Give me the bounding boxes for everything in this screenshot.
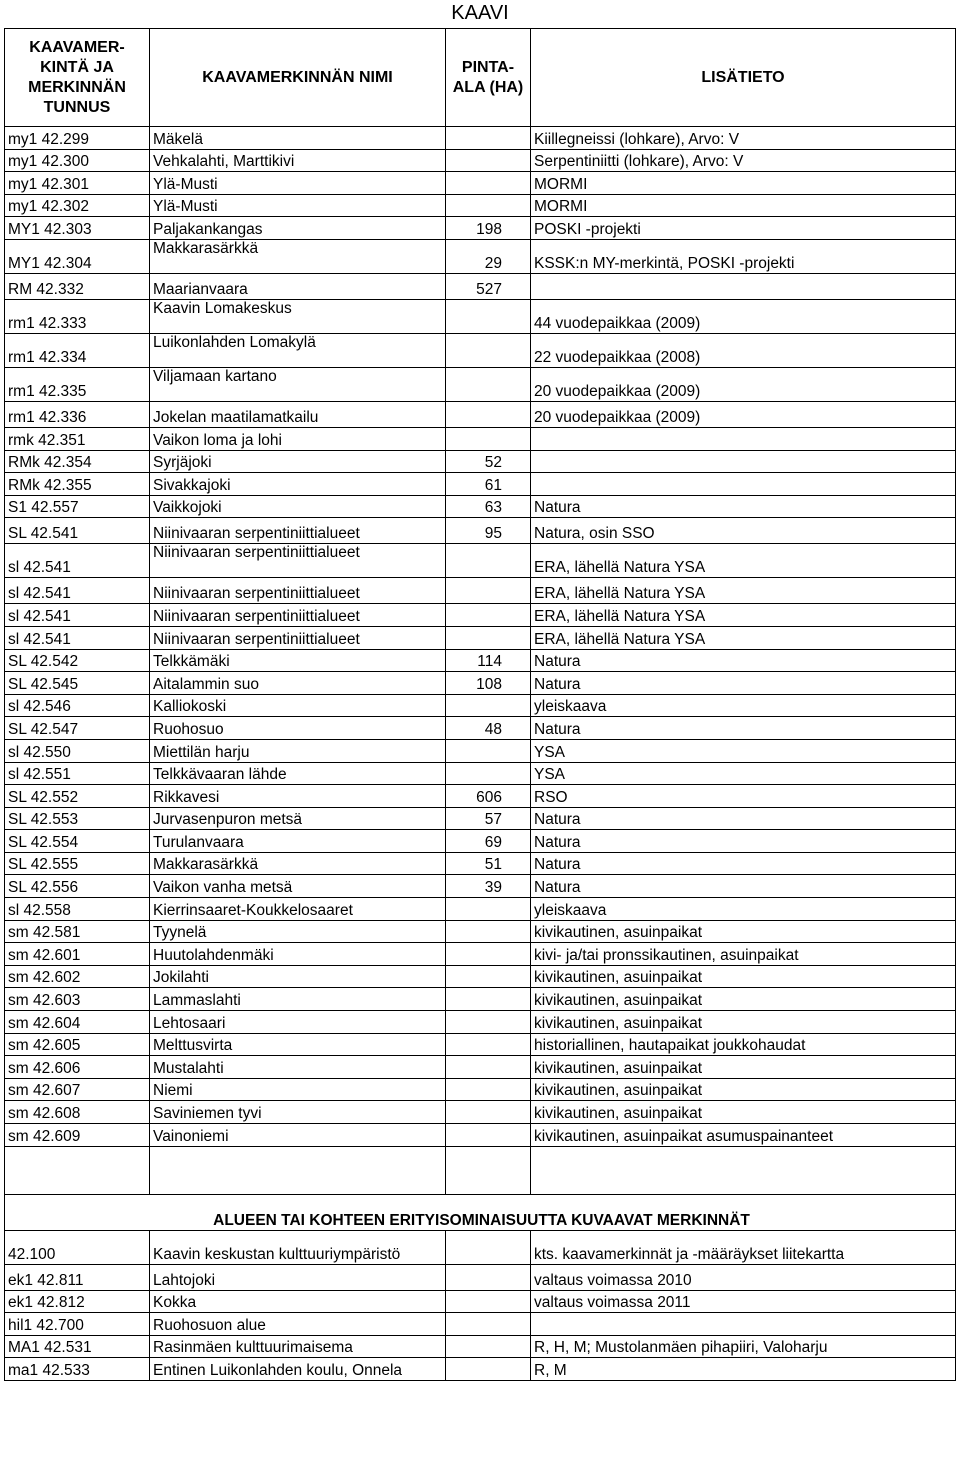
cell-area: 95 bbox=[446, 518, 531, 544]
section-row bbox=[5, 1335, 956, 1358]
cell-info: Natura bbox=[531, 852, 956, 875]
section-row bbox=[5, 1230, 956, 1264]
table-row bbox=[5, 988, 956, 1011]
table-row bbox=[5, 299, 956, 333]
cell-info: kivikautinen, asuinpaikat bbox=[531, 988, 956, 1011]
cell-code: sl 42.546 bbox=[5, 694, 150, 717]
cell-area: 52 bbox=[446, 450, 531, 473]
cell-info: Natura bbox=[531, 649, 956, 672]
cell-info: Natura bbox=[531, 717, 956, 740]
table-row bbox=[5, 217, 956, 240]
cell-code: sm 42.581 bbox=[5, 920, 150, 943]
spacer-cell bbox=[446, 1146, 531, 1194]
cell-code: my1 42.300 bbox=[5, 149, 150, 172]
cell-code: SL 42.555 bbox=[5, 852, 150, 875]
cell-name: Ylä-Musti bbox=[150, 172, 446, 195]
cell-area bbox=[446, 172, 531, 195]
cell-code: rm1 42.335 bbox=[5, 367, 150, 401]
table-row bbox=[5, 717, 956, 740]
table-row bbox=[5, 898, 956, 921]
cell-code: my1 42.299 bbox=[5, 127, 150, 150]
cell-code: sl 42.551 bbox=[5, 762, 150, 785]
cell-info: ERA, lähellä Natura YSA bbox=[531, 604, 956, 627]
cell-info: yleiskaava bbox=[531, 898, 956, 921]
cell-info: KSSK:n MY-merkintä, POSKI -projekti bbox=[531, 239, 956, 273]
table-row bbox=[5, 333, 956, 367]
column-header-code: KAAVAMER- KINTÄ JA MERKINNÄN TUNNUS bbox=[5, 29, 150, 127]
cell-code: rm1 42.336 bbox=[5, 401, 150, 427]
cell-code: SL 42.553 bbox=[5, 807, 150, 830]
cell-name: Vaikon loma ja lohi bbox=[150, 427, 446, 450]
cell-info: kivikautinen, asuinpaikat bbox=[531, 965, 956, 988]
cell-name: Rasinmäen kulttuurimaisema bbox=[150, 1335, 446, 1358]
cell-area bbox=[446, 1033, 531, 1056]
cell-name: Telkkämäki bbox=[150, 649, 446, 672]
cell-code: SL 42.554 bbox=[5, 830, 150, 853]
table-row bbox=[5, 762, 956, 785]
cell-area bbox=[446, 1078, 531, 1101]
cell-code: sm 42.603 bbox=[5, 988, 150, 1011]
cell-info: valtaus voimassa 2010 bbox=[531, 1264, 956, 1290]
cell-info: YSA bbox=[531, 739, 956, 762]
cell-info: valtaus voimassa 2011 bbox=[531, 1290, 956, 1313]
cell-info: kivi- ja/tai pronssikautinen, asuinpaikat bbox=[531, 943, 956, 966]
cell-area bbox=[446, 427, 531, 450]
cell-area bbox=[446, 1358, 531, 1381]
table-row bbox=[5, 450, 956, 473]
cell-name: Makkarasärkkä bbox=[150, 239, 446, 273]
table-row bbox=[5, 544, 956, 578]
cell-name: Viljamaan kartano bbox=[150, 367, 446, 401]
cell-area bbox=[446, 1335, 531, 1358]
cell-code: SL 42.542 bbox=[5, 649, 150, 672]
cell-name: Ruohosuo bbox=[150, 717, 446, 740]
cell-info: 20 vuodepaikkaa (2009) bbox=[531, 401, 956, 427]
cell-info: Natura bbox=[531, 830, 956, 853]
cell-name: Niinivaaran serpentiniittialueet bbox=[150, 544, 446, 578]
section-row bbox=[5, 1313, 956, 1336]
cell-code: sm 42.606 bbox=[5, 1056, 150, 1079]
cell-area bbox=[446, 762, 531, 785]
cell-area: 57 bbox=[446, 807, 531, 830]
cell-area: 29 bbox=[446, 239, 531, 273]
cell-info: Natura, osin SSO bbox=[531, 518, 956, 544]
cell-area bbox=[446, 694, 531, 717]
cell-area: 39 bbox=[446, 875, 531, 898]
cell-info: kts. kaavamerkinnät ja -määräykset liitekartta bbox=[531, 1230, 956, 1264]
cell-info: Natura bbox=[531, 875, 956, 898]
table-row bbox=[5, 495, 956, 518]
cell-info: ERA, lähellä Natura YSA bbox=[531, 578, 956, 604]
cell-name: Miettilän harju bbox=[150, 739, 446, 762]
cell-code: sl 42.541 bbox=[5, 544, 150, 578]
cell-name: Kaavin Lomakeskus bbox=[150, 299, 446, 333]
section-title-row bbox=[5, 1194, 956, 1230]
cell-name: Mäkelä bbox=[150, 127, 446, 150]
cell-info bbox=[531, 273, 956, 299]
cell-code: RMk 42.354 bbox=[5, 450, 150, 473]
cell-area bbox=[446, 898, 531, 921]
cell-info bbox=[531, 1313, 956, 1336]
cell-name: Syrjäjoki bbox=[150, 450, 446, 473]
cell-area bbox=[446, 401, 531, 427]
cell-code: RM 42.332 bbox=[5, 273, 150, 299]
table-row bbox=[5, 1124, 956, 1147]
cell-code: SL 42.545 bbox=[5, 672, 150, 695]
section-row bbox=[5, 1264, 956, 1290]
cell-code: SL 42.556 bbox=[5, 875, 150, 898]
cell-info: Natura bbox=[531, 672, 956, 695]
cell-code: MY1 42.304 bbox=[5, 239, 150, 273]
cell-area bbox=[446, 1290, 531, 1313]
spacer-cell bbox=[150, 1146, 446, 1194]
cell-area bbox=[446, 943, 531, 966]
table-row bbox=[5, 943, 956, 966]
cell-code: my1 42.301 bbox=[5, 172, 150, 195]
column-header-name: KAAVAMERKINNÄN NIMI bbox=[150, 29, 446, 127]
cell-name: Jokilahti bbox=[150, 965, 446, 988]
cell-name: Kierrinsaaret-Koukkelosaaret bbox=[150, 898, 446, 921]
cell-area bbox=[446, 1056, 531, 1079]
cell-code: ek1 42.811 bbox=[5, 1264, 150, 1290]
cell-area bbox=[446, 965, 531, 988]
cell-info: historiallinen, hautapaikat joukkohaudat bbox=[531, 1033, 956, 1056]
table-row bbox=[5, 875, 956, 898]
cell-info: Natura bbox=[531, 807, 956, 830]
cell-code: sm 42.602 bbox=[5, 965, 150, 988]
column-header-area: PINTA- ALA (HA) bbox=[446, 29, 531, 127]
cell-info: kivikautinen, asuinpaikat bbox=[531, 920, 956, 943]
table-row bbox=[5, 830, 956, 853]
cell-code: sm 42.608 bbox=[5, 1101, 150, 1124]
cell-name: Jokelan maatilamatkailu bbox=[150, 401, 446, 427]
cell-code: sl 42.541 bbox=[5, 578, 150, 604]
cell-code: sl 42.541 bbox=[5, 604, 150, 627]
cell-area: 51 bbox=[446, 852, 531, 875]
cell-info: RSO bbox=[531, 785, 956, 808]
cell-code: sm 42.605 bbox=[5, 1033, 150, 1056]
cell-area bbox=[446, 194, 531, 217]
table-row bbox=[5, 626, 956, 649]
cell-area bbox=[446, 1124, 531, 1147]
cell-name: Maarianvaara bbox=[150, 273, 446, 299]
cell-code: rmk 42.351 bbox=[5, 427, 150, 450]
cell-info: Serpentiniitti (lohkare), Arvo: V bbox=[531, 149, 956, 172]
cell-area bbox=[446, 149, 531, 172]
cell-code: SL 42.547 bbox=[5, 717, 150, 740]
table-row bbox=[5, 149, 956, 172]
cell-area bbox=[446, 604, 531, 627]
table-row bbox=[5, 807, 956, 830]
cell-name: Niemi bbox=[150, 1078, 446, 1101]
column-header-info: LISÄTIETO bbox=[531, 29, 956, 127]
cell-name: Vaikon vanha metsä bbox=[150, 875, 446, 898]
cell-name: Saviniemen tyvi bbox=[150, 1101, 446, 1124]
table-row bbox=[5, 785, 956, 808]
section-row bbox=[5, 1358, 956, 1381]
table-row bbox=[5, 1101, 956, 1124]
cell-name: Entinen Luikonlahden koulu, Onnela bbox=[150, 1358, 446, 1381]
cell-area bbox=[446, 1313, 531, 1336]
cell-name: Paljakankangas bbox=[150, 217, 446, 240]
cell-name: Sivakkajoki bbox=[150, 473, 446, 496]
cell-info: YSA bbox=[531, 762, 956, 785]
cell-name: Niinivaaran serpentiniittialueet bbox=[150, 604, 446, 627]
cell-code: MA1 42.531 bbox=[5, 1335, 150, 1358]
cell-name: Luikonlahden Lomakylä bbox=[150, 333, 446, 367]
table-row bbox=[5, 578, 956, 604]
cell-area bbox=[446, 920, 531, 943]
cell-name: Niinivaaran serpentiniittialueet bbox=[150, 518, 446, 544]
table-row bbox=[5, 672, 956, 695]
cell-name: Telkkävaaran lähde bbox=[150, 762, 446, 785]
cell-info: MORMI bbox=[531, 172, 956, 195]
cell-code: hil1 42.700 bbox=[5, 1313, 150, 1336]
cell-area bbox=[446, 739, 531, 762]
cell-area bbox=[446, 1011, 531, 1034]
cell-info bbox=[531, 473, 956, 496]
cell-area: 527 bbox=[446, 273, 531, 299]
cell-name: Vehkalahti, Marttikivi bbox=[150, 149, 446, 172]
cell-area bbox=[446, 626, 531, 649]
cell-code: sm 42.609 bbox=[5, 1124, 150, 1147]
cell-area: 48 bbox=[446, 717, 531, 740]
section-title: ALUEEN TAI KOHTEEN ERITYISOMINAISUUTTA KUVAAVAT MERKINNÄT bbox=[5, 1194, 956, 1230]
table-row bbox=[5, 739, 956, 762]
cell-code: rm1 42.334 bbox=[5, 333, 150, 367]
cell-name: Lammaslahti bbox=[150, 988, 446, 1011]
cell-code: sl 42.558 bbox=[5, 898, 150, 921]
cell-area bbox=[446, 988, 531, 1011]
table-row bbox=[5, 1078, 956, 1101]
cell-info: kivikautinen, asuinpaikat bbox=[531, 1011, 956, 1034]
cell-name: Kaavin keskustan kulttuuriympäristö bbox=[150, 1230, 446, 1264]
cell-info: 44 vuodepaikkaa (2009) bbox=[531, 299, 956, 333]
cell-area: 69 bbox=[446, 830, 531, 853]
cell-code: sl 42.541 bbox=[5, 626, 150, 649]
cell-area bbox=[446, 1101, 531, 1124]
cell-info bbox=[531, 427, 956, 450]
cell-area: 606 bbox=[446, 785, 531, 808]
page-header: KAAVI bbox=[451, 2, 509, 24]
cell-area bbox=[446, 299, 531, 333]
cell-info: kivikautinen, asuinpaikat bbox=[531, 1056, 956, 1079]
cell-name: Ylä-Musti bbox=[150, 194, 446, 217]
cell-code: 42.100 bbox=[5, 1230, 150, 1264]
cell-name: Kokka bbox=[150, 1290, 446, 1313]
cell-info: R, H, M; Mustolanmäen pihapiiri, Valoharju bbox=[531, 1335, 956, 1358]
cell-name: Lahtojoki bbox=[150, 1264, 446, 1290]
cell-name: Vainoniemi bbox=[150, 1124, 446, 1147]
cell-code: ma1 42.533 bbox=[5, 1358, 150, 1381]
cell-info: 22 vuodepaikkaa (2008) bbox=[531, 333, 956, 367]
cell-name: Turulanvaara bbox=[150, 830, 446, 853]
table-row bbox=[5, 127, 956, 150]
cell-area bbox=[446, 1264, 531, 1290]
header-row bbox=[5, 29, 956, 127]
cell-name: Vaikkojoki bbox=[150, 495, 446, 518]
table-row bbox=[5, 852, 956, 875]
table-row bbox=[5, 965, 956, 988]
cell-name: Jurvasenpuron metsä bbox=[150, 807, 446, 830]
cell-area: 108 bbox=[446, 672, 531, 695]
table-row bbox=[5, 1056, 956, 1079]
cell-code: sl 42.550 bbox=[5, 739, 150, 762]
table-row bbox=[5, 239, 956, 273]
table-row bbox=[5, 427, 956, 450]
cell-name: Huutolahdenmäki bbox=[150, 943, 446, 966]
cell-area bbox=[446, 578, 531, 604]
cell-area: 61 bbox=[446, 473, 531, 496]
cell-name: Niinivaaran serpentiniittialueet bbox=[150, 578, 446, 604]
cell-name: Lehtosaari bbox=[150, 1011, 446, 1034]
cell-area bbox=[446, 544, 531, 578]
table-row bbox=[5, 1011, 956, 1034]
cell-info: kivikautinen, asuinpaikat bbox=[531, 1101, 956, 1124]
cell-name: Tyynelä bbox=[150, 920, 446, 943]
cell-code: SL 42.552 bbox=[5, 785, 150, 808]
cell-info: ERA, lähellä Natura YSA bbox=[531, 544, 956, 578]
spacer-cell bbox=[531, 1146, 956, 1194]
cell-name: Melttusvirta bbox=[150, 1033, 446, 1056]
cell-code: sm 42.604 bbox=[5, 1011, 150, 1034]
table-row bbox=[5, 473, 956, 496]
cell-info: kivikautinen, asuinpaikat asumuspainanteet bbox=[531, 1124, 956, 1147]
cell-info bbox=[531, 450, 956, 473]
cell-area bbox=[446, 367, 531, 401]
cell-name: Ruohosuon alue bbox=[150, 1313, 446, 1336]
table-row bbox=[5, 194, 956, 217]
table-row bbox=[5, 273, 956, 299]
cell-area bbox=[446, 333, 531, 367]
cell-code: sm 42.601 bbox=[5, 943, 150, 966]
cell-area bbox=[446, 127, 531, 150]
section-row bbox=[5, 1290, 956, 1313]
cell-area: 63 bbox=[446, 495, 531, 518]
cell-code: RMk 42.355 bbox=[5, 473, 150, 496]
cell-code: S1 42.557 bbox=[5, 495, 150, 518]
cell-code: ek1 42.812 bbox=[5, 1290, 150, 1313]
cell-name: Rikkavesi bbox=[150, 785, 446, 808]
cell-code: MY1 42.303 bbox=[5, 217, 150, 240]
table-row bbox=[5, 604, 956, 627]
cell-info: Kiillegneissi (lohkare), Arvo: V bbox=[531, 127, 956, 150]
table-row bbox=[5, 518, 956, 544]
cell-info: R, M bbox=[531, 1358, 956, 1381]
table-row bbox=[5, 649, 956, 672]
cell-name: Kalliokoski bbox=[150, 694, 446, 717]
cell-name: Mustalahti bbox=[150, 1056, 446, 1079]
spacer-row bbox=[5, 1146, 956, 1194]
cell-info: Natura bbox=[531, 495, 956, 518]
plan-markings-table bbox=[4, 28, 956, 1381]
table-row bbox=[5, 694, 956, 717]
cell-info: yleiskaava bbox=[531, 694, 956, 717]
cell-name: Makkarasärkkä bbox=[150, 852, 446, 875]
cell-area bbox=[446, 1230, 531, 1264]
cell-info: ERA, lähellä Natura YSA bbox=[531, 626, 956, 649]
cell-code: rm1 42.333 bbox=[5, 299, 150, 333]
cell-code: my1 42.302 bbox=[5, 194, 150, 217]
cell-name: Niinivaaran serpentiniittialueet bbox=[150, 626, 446, 649]
spacer-cell bbox=[5, 1146, 150, 1194]
table-row bbox=[5, 920, 956, 943]
cell-code: sm 42.607 bbox=[5, 1078, 150, 1101]
cell-info: POSKI -projekti bbox=[531, 217, 956, 240]
table-row bbox=[5, 172, 956, 195]
cell-code: SL 42.541 bbox=[5, 518, 150, 544]
cell-info: MORMI bbox=[531, 194, 956, 217]
cell-area: 198 bbox=[446, 217, 531, 240]
table-row bbox=[5, 401, 956, 427]
table-row bbox=[5, 367, 956, 401]
table-row bbox=[5, 1033, 956, 1056]
cell-info: kivikautinen, asuinpaikat bbox=[531, 1078, 956, 1101]
cell-info: 20 vuodepaikkaa (2009) bbox=[531, 367, 956, 401]
cell-name: Aitalammin suo bbox=[150, 672, 446, 695]
cell-area: 114 bbox=[446, 649, 531, 672]
